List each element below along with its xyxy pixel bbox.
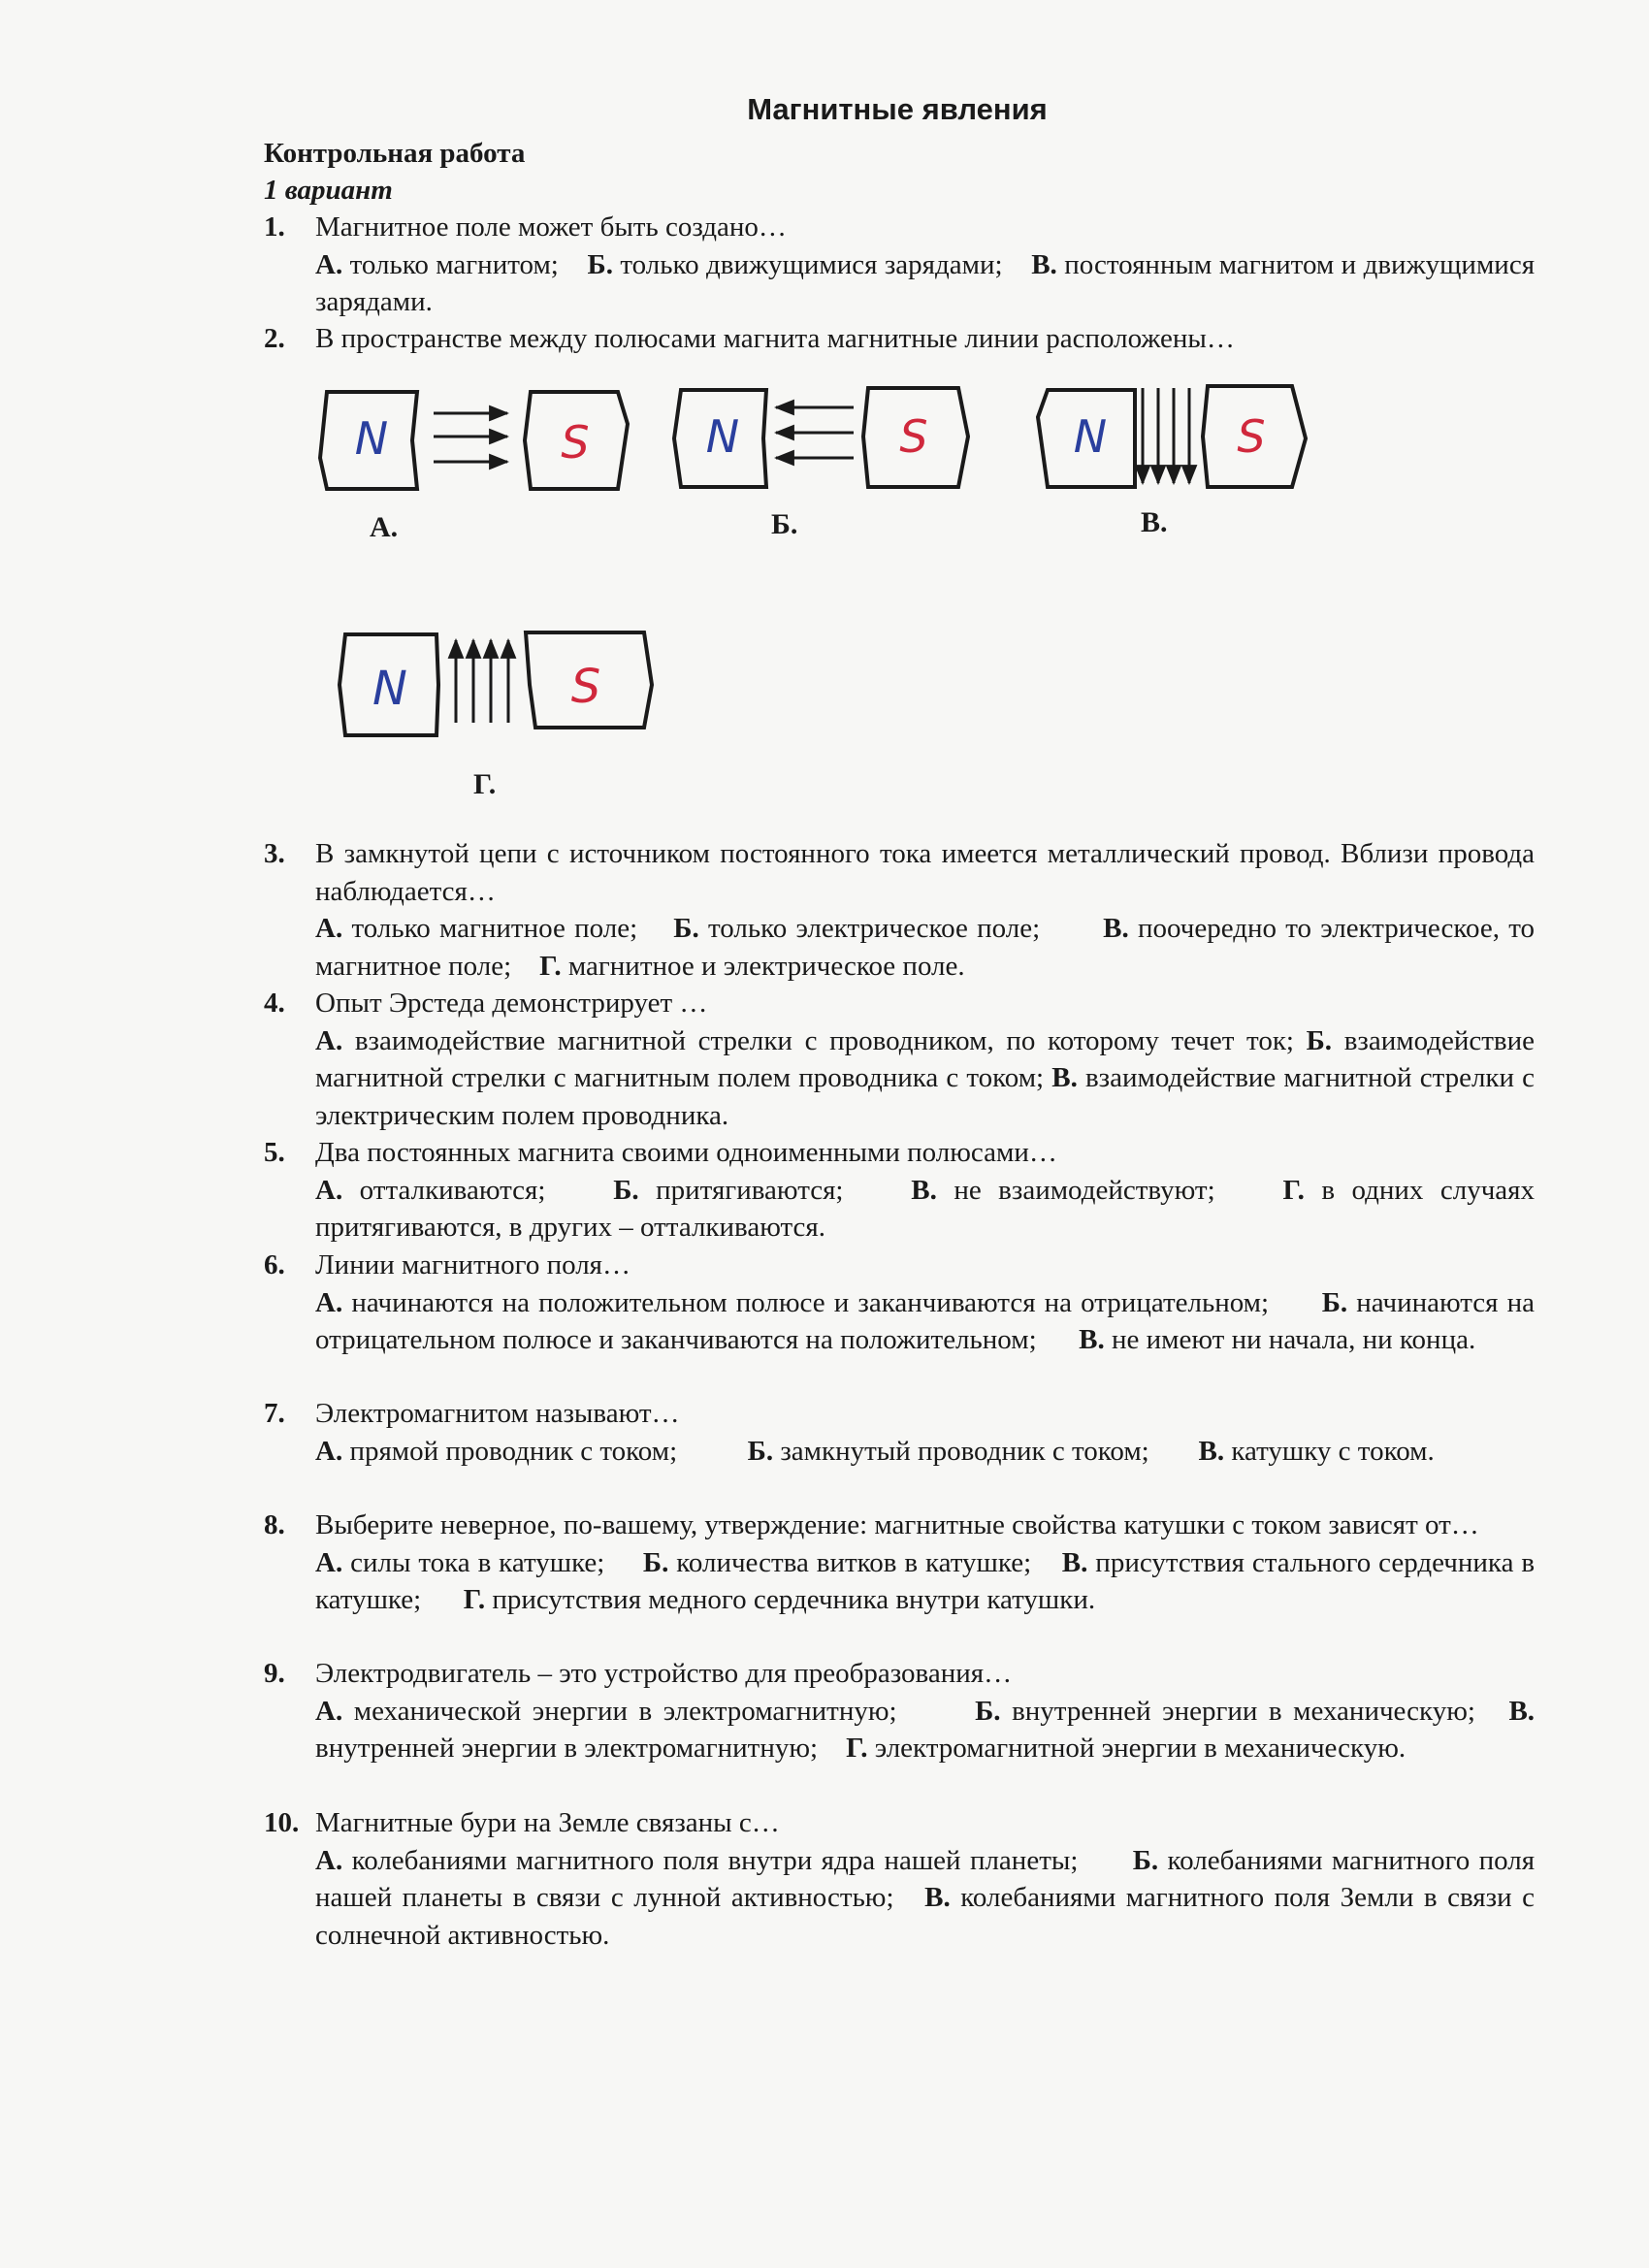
question-3 [264, 835, 1535, 985]
option-a: А. колебаниями магнитного поля внутри ядра нашей планеты; [315, 1844, 1079, 1876]
option-a: А. механической энергии в электромагнитную; [315, 1695, 897, 1727]
question-text: Электродвигатель – это устройство для преобразования… [315, 1658, 1013, 1689]
question-number: 9. [264, 1658, 285, 1689]
question-number: 7. [264, 1398, 285, 1429]
diagram-label: Г. [473, 768, 497, 800]
south-letter: S [1237, 410, 1266, 463]
option-d: Г. электромагнитной энергии в механическую. [846, 1733, 1406, 1764]
question-number: 5. [264, 1137, 285, 1168]
diagram-a [315, 380, 635, 502]
diagram-d [332, 621, 662, 747]
option-a: А. прямой проводник с током; [315, 1435, 678, 1467]
option-c: В. внутренней энергии в электромагнитную; [315, 1695, 1536, 1764]
answer-options [264, 1842, 1535, 1955]
question-text: Опыт Эрстеда демонстрирует … [315, 988, 708, 1019]
answer-options [264, 246, 1535, 321]
option-c: В. постоянным магнитом и движущимися зарядами. [315, 248, 1536, 317]
south-letter: S [899, 410, 928, 463]
question-number: 1. [264, 211, 285, 243]
north-letter: N [705, 410, 740, 463]
option-a: А. начинаются на положительном полюсе и заканчиваются на отрицательном; [315, 1286, 1270, 1318]
option-d: Г. присутствия медного сердечника внутри катушки. [463, 1584, 1096, 1615]
option-c: В. не имеют ни начала, ни конца. [1079, 1324, 1476, 1355]
question-number: 10. [264, 1807, 300, 1838]
question-number: 4. [264, 988, 285, 1019]
question-4 [264, 985, 1535, 1134]
option-b: Б. количества витков в катушке; [642, 1546, 1032, 1578]
question-1 [264, 209, 1535, 321]
option-c: В. взаимодействие магнитной стрелки с электрическим полем проводника. [315, 1062, 1536, 1131]
answer-options [264, 1172, 1535, 1247]
page-title: Магнитные явления [747, 92, 1048, 126]
north-letter: N [372, 662, 407, 716]
answer-options [264, 1022, 1535, 1135]
option-b: Б. колебаниями магнитного поля нашей планеты в связи с лунной активностью; [315, 1844, 1536, 1913]
answer-options [264, 910, 1535, 985]
option-c: В. катушку с током. [1198, 1435, 1435, 1467]
question-text: Электромагнитом называют… [315, 1398, 680, 1429]
question-6 [264, 1247, 1535, 1359]
question-5 [264, 1134, 1535, 1247]
question-text: Магнитное поле может быть создано… [315, 211, 787, 243]
south-letter: S [561, 416, 590, 469]
option-b: Б. взаимодействие магнитной стрелки с магнитным полем проводника с током; [315, 1024, 1536, 1093]
variant-label: 1 вариант [264, 175, 393, 206]
north-letter: N [1073, 410, 1108, 463]
south-letter: S [570, 660, 601, 714]
answer-options [264, 1284, 1535, 1359]
answer-options [264, 1544, 1535, 1619]
option-b: Б. только движущимися зарядами; [587, 248, 1003, 280]
option-c: В. колебаниями магнитного поля Земли в связи с солнечной активностью. [315, 1882, 1536, 1951]
answer-options [264, 1433, 1535, 1471]
option-b: Б. начинаются на отрицательном полюсе и заканчиваются на положительном; [315, 1286, 1536, 1355]
diagram-label: В. [1141, 506, 1168, 538]
question-number: 3. [264, 838, 285, 869]
option-a: А. взаимодействие магнитной стрелки с проводником, по которому течет ток; [315, 1024, 1294, 1056]
question-number: 8. [264, 1509, 285, 1540]
option-d: Г. в одних случаях притягиваются, в других – отталкиваются. [315, 1174, 1536, 1243]
north-letter: N [354, 412, 389, 465]
answer-options [264, 1693, 1535, 1767]
question-number: 2. [264, 323, 285, 354]
option-a: А. только магнитное поле; [315, 913, 638, 944]
option-b: Б. притягиваются; [613, 1174, 844, 1206]
question-9 [264, 1655, 1535, 1767]
option-c: В. присутствия стального сердечника в катушке; [315, 1546, 1536, 1615]
option-c: В. не взаимодействуют; [911, 1174, 1215, 1206]
question-text: Магнитные бури на Земле связаны с… [315, 1807, 780, 1838]
diagram-c [1030, 378, 1321, 500]
question-text: В замкнутой цепи с источником постоянного тока имеется металлический провод. Вблизи провода наблюдается… [315, 838, 1535, 907]
diagram-label: А. [370, 511, 399, 543]
question-number: 6. [264, 1249, 285, 1280]
work-type: Контрольная работа [264, 138, 526, 169]
question-2 [264, 320, 1535, 358]
diagram-b [669, 378, 980, 500]
option-b: Б. только электрическое поле; [673, 913, 1041, 944]
question-8 [264, 1507, 1535, 1619]
question-text: Два постоянных магнита своими одноименными полюсами… [315, 1137, 1057, 1168]
option-b: Б. замкнутый проводник с током; [747, 1435, 1149, 1467]
question-text: Выберите неверное, по-вашему, утверждение: магнитные свойства катушки с током зависят от… [315, 1509, 1479, 1540]
option-c: В. поочередно то электрическое, то магнитное поле; [315, 913, 1536, 982]
question-10 [264, 1804, 1535, 1954]
option-a: А. только магнитом; [315, 248, 559, 280]
option-d: Г. магнитное и электрическое поле. [539, 950, 965, 982]
option-a: А. силы тока в катушке; [315, 1546, 605, 1578]
question-7 [264, 1395, 1535, 1470]
option-a: А. отталкиваются; [315, 1174, 546, 1206]
diagram-label: Б. [771, 508, 798, 540]
question-text: В пространстве между полюсами магнита магнитные линии расположены… [315, 323, 1235, 354]
option-b: Б. внутренней энергии в механическую; [975, 1695, 1475, 1727]
question-text: Линии магнитного поля… [315, 1249, 631, 1280]
